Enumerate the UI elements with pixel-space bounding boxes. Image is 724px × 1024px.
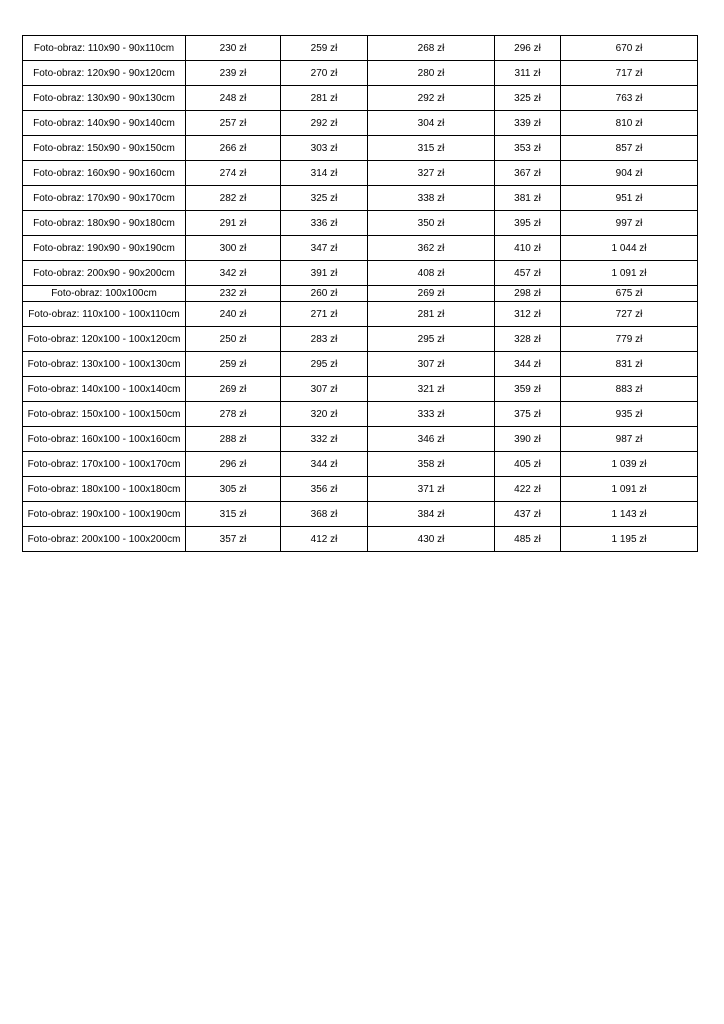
price-cell: 883 zł [561,377,698,402]
product-name-cell: Foto-obraz: 130x100 - 100x130cm [23,352,186,377]
price-cell: 332 zł [281,427,368,452]
price-cell: 281 zł [281,86,368,111]
price-cell: 857 zł [561,136,698,161]
price-cell: 391 zł [281,261,368,286]
price-cell: 339 zł [495,111,561,136]
price-cell: 307 zł [368,352,495,377]
price-cell: 371 zł [368,477,495,502]
price-cell: 295 zł [281,352,368,377]
price-cell: 328 zł [495,327,561,352]
product-name-cell: Foto-obraz: 180x100 - 100x180cm [23,477,186,502]
price-cell: 232 zł [186,286,281,302]
table-row [23,302,698,327]
price-cell: 336 zł [281,211,368,236]
table-row [23,286,698,302]
price-cell: 763 zł [561,86,698,111]
price-table [22,35,698,552]
price-cell: 327 zł [368,161,495,186]
price-cell: 1 039 zł [561,452,698,477]
price-cell: 338 zł [368,186,495,211]
price-cell: 257 zł [186,111,281,136]
price-cell: 779 zł [561,327,698,352]
price-cell: 670 zł [561,36,698,61]
product-name-cell: Foto-obraz: 140x100 - 100x140cm [23,377,186,402]
product-name-cell: Foto-obraz: 140x90 - 90x140cm [23,111,186,136]
price-cell: 422 zł [495,477,561,502]
table-row [23,111,698,136]
price-cell: 298 zł [495,286,561,302]
price-cell: 362 zł [368,236,495,261]
table-row [23,61,698,86]
price-cell: 727 zł [561,302,698,327]
table-row [23,261,698,286]
price-cell: 430 zł [368,527,495,552]
price-cell: 344 zł [281,452,368,477]
price-cell: 357 zł [186,527,281,552]
price-cell: 296 zł [495,36,561,61]
price-cell: 368 zł [281,502,368,527]
price-cell: 1 091 zł [561,261,698,286]
price-cell: 675 zł [561,286,698,302]
price-cell: 312 zł [495,302,561,327]
product-name-cell: Foto-obraz: 160x90 - 90x160cm [23,161,186,186]
product-name-cell: Foto-obraz: 150x100 - 100x150cm [23,402,186,427]
price-table-body [23,36,698,552]
price-cell: 274 zł [186,161,281,186]
table-row [23,477,698,502]
price-cell: 344 zł [495,352,561,377]
price-cell: 292 zł [281,111,368,136]
price-cell: 353 zł [495,136,561,161]
price-cell: 457 zł [495,261,561,286]
price-cell: 269 zł [368,286,495,302]
price-cell: 358 zł [368,452,495,477]
price-cell: 280 zł [368,61,495,86]
product-name-cell: Foto-obraz: 100x100cm [23,286,186,302]
price-cell: 951 zł [561,186,698,211]
price-cell: 292 zł [368,86,495,111]
table-row [23,327,698,352]
product-name-cell: Foto-obraz: 170x100 - 100x170cm [23,452,186,477]
price-cell: 305 zł [186,477,281,502]
price-cell: 810 zł [561,111,698,136]
product-name-cell: Foto-obraz: 110x90 - 90x110cm [23,36,186,61]
table-row [23,427,698,452]
price-cell: 904 zł [561,161,698,186]
price-cell: 260 zł [281,286,368,302]
price-cell: 314 zł [281,161,368,186]
product-name-cell: Foto-obraz: 110x100 - 100x110cm [23,302,186,327]
price-cell: 271 zł [281,302,368,327]
price-cell: 291 zł [186,211,281,236]
price-cell: 281 zł [368,302,495,327]
price-cell: 342 zł [186,261,281,286]
price-cell: 315 zł [368,136,495,161]
price-cell: 935 zł [561,402,698,427]
price-cell: 359 zł [495,377,561,402]
price-cell: 321 zł [368,377,495,402]
price-cell: 270 zł [281,61,368,86]
table-row [23,402,698,427]
price-cell: 311 zł [495,61,561,86]
price-cell: 278 zł [186,402,281,427]
price-cell: 412 zł [281,527,368,552]
price-cell: 259 zł [281,36,368,61]
price-cell: 485 zł [495,527,561,552]
price-cell: 315 zł [186,502,281,527]
product-name-cell: Foto-obraz: 150x90 - 90x150cm [23,136,186,161]
price-cell: 303 zł [281,136,368,161]
price-cell: 405 zł [495,452,561,477]
price-cell: 408 zł [368,261,495,286]
table-row [23,136,698,161]
price-cell: 266 zł [186,136,281,161]
price-cell: 381 zł [495,186,561,211]
price-cell: 304 zł [368,111,495,136]
price-cell: 240 zł [186,302,281,327]
price-cell: 356 zł [281,477,368,502]
table-row [23,86,698,111]
price-cell: 395 zł [495,211,561,236]
price-cell: 282 zł [186,186,281,211]
price-cell: 325 zł [495,86,561,111]
product-name-cell: Foto-obraz: 180x90 - 90x180cm [23,211,186,236]
price-cell: 410 zł [495,236,561,261]
price-cell: 325 zł [281,186,368,211]
price-cell: 831 zł [561,352,698,377]
price-cell: 296 zł [186,452,281,477]
product-name-cell: Foto-obraz: 160x100 - 100x160cm [23,427,186,452]
price-cell: 997 zł [561,211,698,236]
price-cell: 1 044 zł [561,236,698,261]
price-cell: 375 zł [495,402,561,427]
price-cell: 384 zł [368,502,495,527]
price-cell: 717 zł [561,61,698,86]
product-name-cell: Foto-obraz: 200x100 - 100x200cm [23,527,186,552]
table-row [23,186,698,211]
price-cell: 1 143 zł [561,502,698,527]
table-row [23,452,698,477]
price-cell: 350 zł [368,211,495,236]
table-row [23,211,698,236]
price-cell: 320 zł [281,402,368,427]
price-cell: 1 195 zł [561,527,698,552]
product-name-cell: Foto-obraz: 120x90 - 90x120cm [23,61,186,86]
price-cell: 987 zł [561,427,698,452]
price-cell: 259 zł [186,352,281,377]
product-name-cell: Foto-obraz: 200x90 - 90x200cm [23,261,186,286]
table-row [23,36,698,61]
price-cell: 283 zł [281,327,368,352]
price-cell: 300 zł [186,236,281,261]
product-name-cell: Foto-obraz: 170x90 - 90x170cm [23,186,186,211]
price-cell: 230 zł [186,36,281,61]
product-name-cell: Foto-obraz: 190x90 - 90x190cm [23,236,186,261]
price-cell: 307 zł [281,377,368,402]
price-cell: 288 zł [186,427,281,452]
table-row [23,527,698,552]
price-cell: 1 091 zł [561,477,698,502]
table-row [23,352,698,377]
table-row [23,236,698,261]
price-cell: 250 zł [186,327,281,352]
price-cell: 239 zł [186,61,281,86]
price-cell: 268 zł [368,36,495,61]
price-cell: 333 zł [368,402,495,427]
price-cell: 347 zł [281,236,368,261]
price-cell: 390 zł [495,427,561,452]
price-cell: 437 zł [495,502,561,527]
table-row [23,502,698,527]
price-cell: 269 zł [186,377,281,402]
table-row [23,161,698,186]
price-cell: 367 zł [495,161,561,186]
table-row [23,377,698,402]
product-name-cell: Foto-obraz: 190x100 - 100x190cm [23,502,186,527]
price-cell: 248 zł [186,86,281,111]
price-cell: 295 zł [368,327,495,352]
price-cell: 346 zł [368,427,495,452]
product-name-cell: Foto-obraz: 120x100 - 100x120cm [23,327,186,352]
product-name-cell: Foto-obraz: 130x90 - 90x130cm [23,86,186,111]
